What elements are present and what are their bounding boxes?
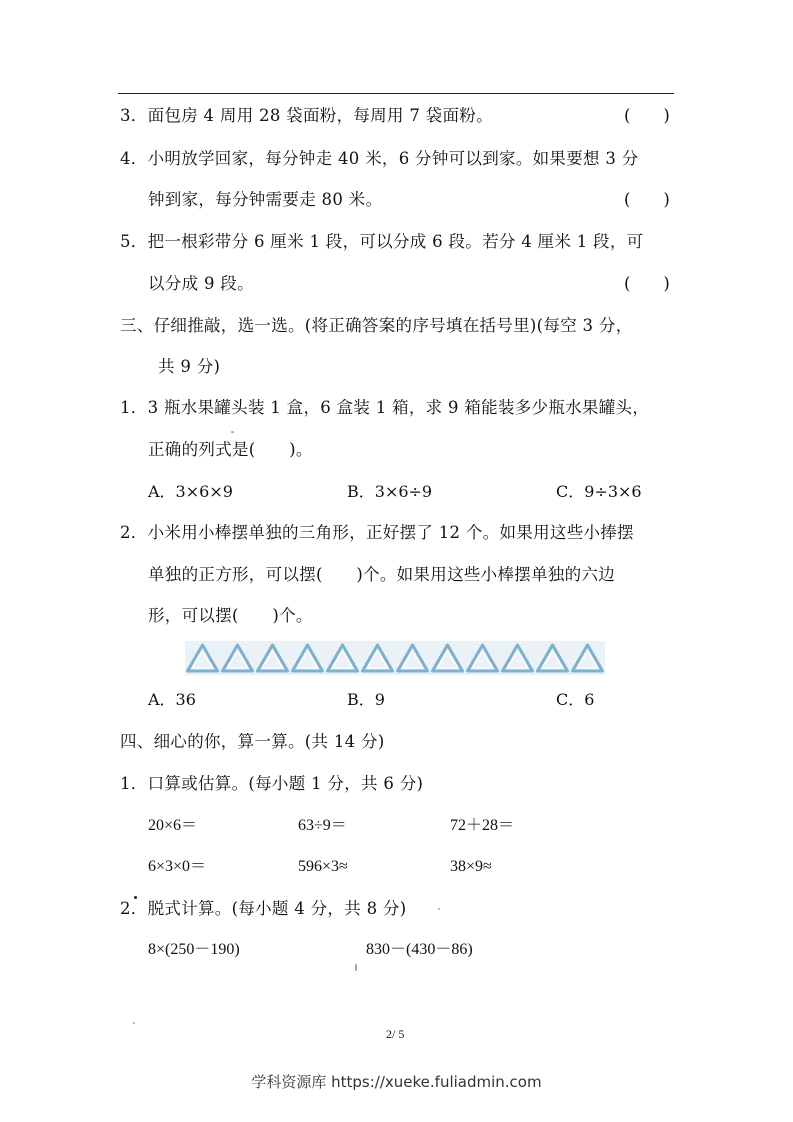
page-number: 2/ 5 [386,1027,405,1041]
choice-question-2-line2: 单独的正方形，可以摆( )个。如果用这些小棒摆单独的六边 [148,565,616,584]
scan-speck [355,964,357,971]
triangle-shape [363,645,393,671]
answer-paren-3[interactable]: ( ) [624,106,670,125]
footer-watermark[interactable]: 学科资源库 https://xueke.fuliadmin.com [251,1073,542,1091]
question-4-line2: 钟到家，每分钟需要走 80 米。 [148,190,383,209]
option-b[interactable]: B．9 [347,690,385,709]
section-4-heading: 四、细心的你，算一算。(共 14 分) [120,732,385,751]
question-5 [120,232,643,252]
step-calc-title: 2．脱式计算。(每小题 4 分，共 8 分) [120,899,407,918]
triangle-shape [433,645,463,671]
answer-paren-4[interactable]: ( ) [624,190,670,209]
question-4 [120,149,639,169]
calc-item: 38×9≈ [450,858,492,875]
question-number: 3． [120,106,148,125]
oral-calc-title: 1．口算或估算。(每小题 1 分，共 6 分) [120,774,424,793]
question-number: 1． [120,398,148,417]
calc-item: 72＋28＝ [450,817,515,834]
triangle-shape [223,645,253,671]
triangle-shape [503,645,533,671]
triangle-shape [258,645,288,671]
calc-item: 596×3≈ [298,858,348,875]
step-calc-item: 8×(250－190) [148,941,240,958]
question-number: 2． [120,523,148,542]
question-text: 小明放学回家，每分钟走 40 米，6 分钟可以到家。如果要想 3 分 [147,149,639,168]
calc-item: 63÷9＝ [298,817,347,834]
option-b[interactable]: B．3×6÷9 [347,482,433,501]
triangles-figure [185,641,605,675]
triangle-shape [328,645,358,671]
option-c[interactable]: C．6 [556,690,595,709]
question-5-line2: 以分成 9 段。 [148,274,254,293]
option-a[interactable]: A．36 [148,690,196,709]
question-number: 4． [120,149,148,168]
question-number: 5． [120,232,148,251]
question-text: 把一根彩带分 6 厘米 1 段，可以分成 6 段。若分 4 厘米 1 段，可 [147,232,644,251]
answer-paren-5[interactable]: ( ) [624,274,670,293]
option-a[interactable]: A．3×6×9 [148,482,233,501]
triangle-shape [573,645,603,671]
triangle-shape [468,645,498,671]
triangle-shape [293,645,323,671]
choice-question-2-line3: 形，可以摆( )个。 [148,606,313,625]
step-calc-item: 830－(430－86) [366,941,473,958]
choice-question-2 [120,523,634,543]
calc-item: 6×3×0＝ [148,858,207,875]
scan-speck [231,431,234,433]
header-rule [118,93,674,94]
triangle-shape [538,645,568,671]
calc-item: 20×6＝ [148,817,198,834]
section-3-heading: 三、仔细推敲，选一选。(将正确答案的序号填在括号里)(每空 3 分， [120,316,633,335]
choice-question-1-line2: 正确的列式是( )。 [148,440,313,459]
question-text: 3 瓶水果罐头装 1 盒，6 盒装 1 箱，求 9 箱能装多少瓶水果罐头， [147,398,650,417]
triangle-shape [188,645,218,671]
scan-speck [438,908,440,910]
triangle-shape [398,645,428,671]
question-text: 面包房 4 周用 28 袋面粉，每周用 7 袋面粉。 [147,106,493,125]
question-text: 小米用小棒摆单独的三角形，正好摆了 12 个。如果用这些小捧摆 [147,523,634,542]
option-c[interactable]: C．9÷3×6 [556,482,642,501]
choice-question-1 [120,398,649,418]
scan-speck [134,896,137,899]
triangles-svg [185,641,605,675]
question-3 [120,106,493,126]
section-3-heading-line2: 共 9 分) [158,357,221,376]
scan-speck [133,1022,135,1024]
